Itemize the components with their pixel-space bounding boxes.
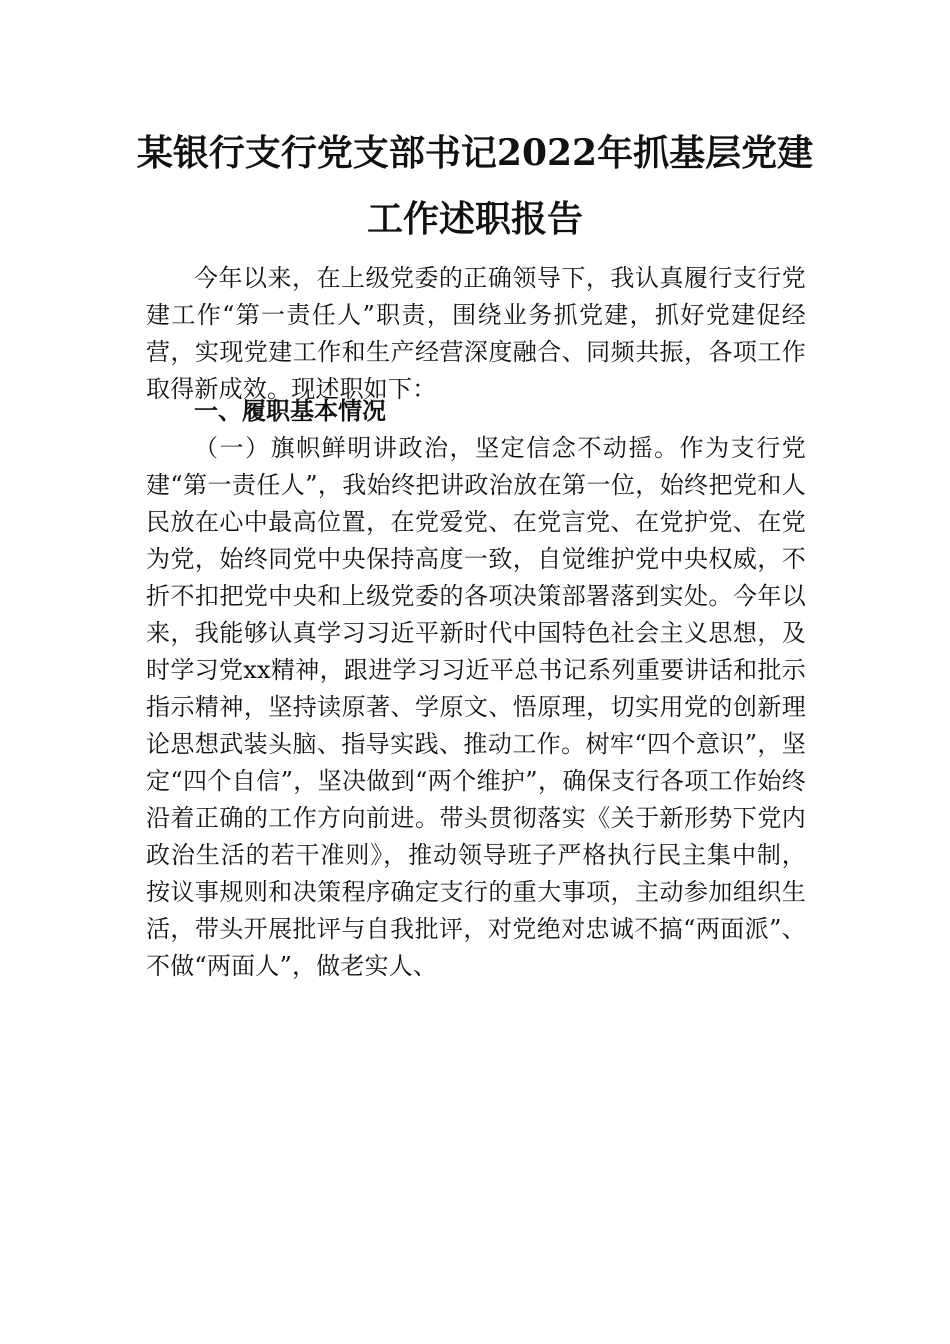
intro-paragraph: 今年以来，在上级党委的正确领导下，我认真履行支行党建工作“第一责任人”职责，围绕业务抓党建，抓好党建促经营，实现党建工作和生产经营深度融合、同频共振，各项工作取得新成效。现述职如下： (146, 264, 806, 403)
section-heading: 一、履职基本情况 (194, 397, 386, 425)
document-title-line-1: 某银行支行党支部书记2022年抓基层党建 (136, 132, 814, 174)
section-paragraph: （一）旗帜鲜明讲政治，坚定信念不动摇。作为支行党建“第一责任人”，我始终把讲政治放在第一位，始终把党和人民放在心中最高位置，在党爱党、在党言党、在党护党、在党为党，始终同党中央保持高度一致，自觉维护党中央权威，不折不扣把党中央和上级党委的各项决策部署落到实处。今年以来，我能够认真学习习近平新时代中国特色社会主义思想，及时学习党xx精神，跟进学习习近平总书记系列重要讲话和批示指示精神，坚持读原著、学原文、悟原理，切实用党的创新理论思想武装头脑、指导实践、推动工作。树牢“四个意识”，坚定“四个自信”，坚决做到“两个维护”，确保支行各项工作始终沿着正确的工作方向前进。带头贯彻落实《关于新形势下党内政治生活的若干准则》，推动领导班子严格执行民主集中制，按议事规则和决策程序确定支行的重大事项，主动参加组织生活，带头开展批评与自我批评，对党绝对忠诚不搞“两面派”、不做“两面人”，做老实人、 (146, 434, 806, 980)
document-title-line-2: 工作述职报告 (366, 198, 583, 240)
